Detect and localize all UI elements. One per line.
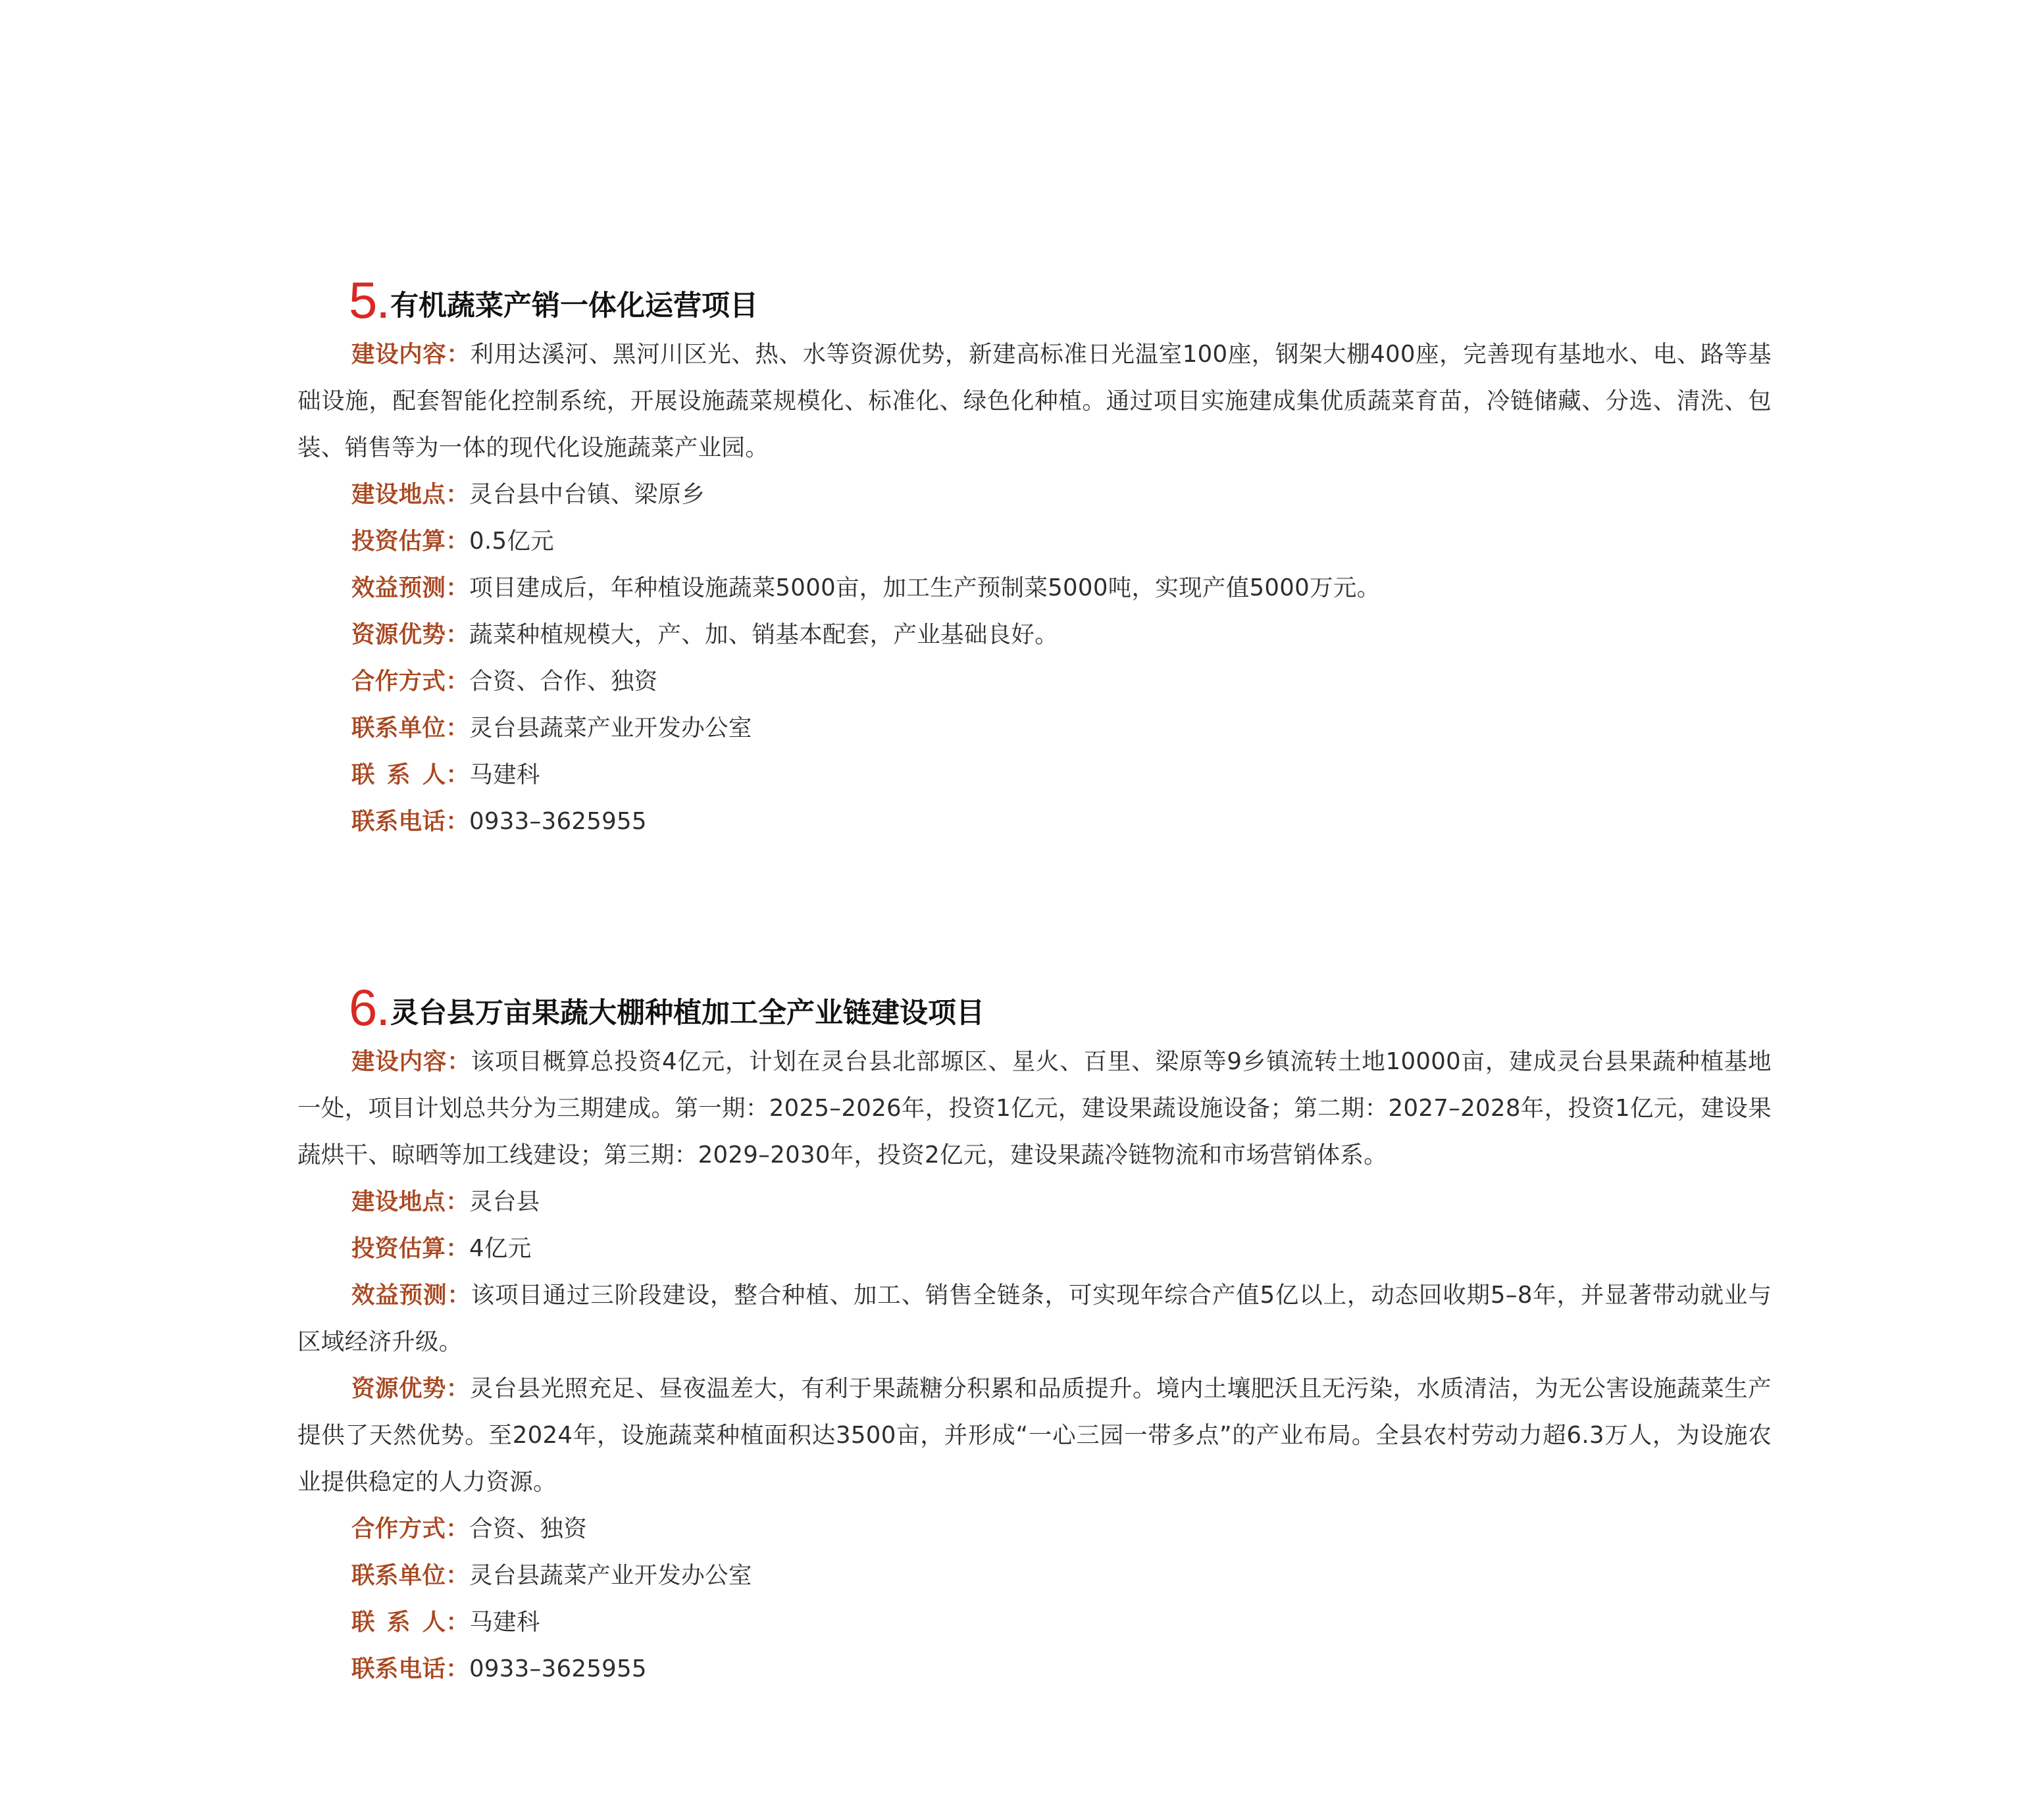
field-resource-advantage [297, 611, 1772, 658]
field-label: 资源优势： [351, 621, 470, 648]
field-label: 联系电话： [351, 808, 470, 835]
field-value: 合资、独资 [469, 1515, 588, 1542]
field-label: 联系单位： [351, 715, 470, 742]
field-label: 资源优势： [351, 1375, 470, 1402]
field-label: 联系单位： [351, 1562, 470, 1589]
field-label: 联 系 人： [351, 761, 470, 788]
field-label: 联系电话： [351, 1655, 470, 1682]
field-label: 建设地点： [351, 481, 470, 508]
project-number: 5. [349, 271, 390, 329]
field-value: 0933–3625955 [469, 1655, 647, 1682]
field-label: 合作方式： [351, 668, 470, 695]
field-label: 投资估算： [351, 1235, 470, 1262]
field-contact-unit [297, 705, 1772, 751]
field-location [297, 471, 1772, 518]
field-investment [297, 1225, 1772, 1272]
project-title-text: 灵台县万亩果蔬大棚种植加工全产业链建设项目 [390, 997, 985, 1030]
field-contact-person [297, 1599, 1772, 1646]
field-label: 效益预测： [351, 1282, 471, 1309]
project-section-6 [297, 967, 1772, 1692]
field-construction-content [297, 331, 1772, 471]
field-value: 合资、合作、独资 [469, 668, 658, 695]
field-investment [297, 518, 1772, 565]
field-value: 灵台县 [469, 1188, 540, 1215]
field-label: 合作方式： [351, 1515, 470, 1542]
field-benefit [297, 565, 1772, 611]
field-label: 建设内容： [351, 341, 471, 368]
field-value: 灵台县光照充足、昼夜温差大，有利于果蔬糖分积累和品质提升。境内土壤肥沃且无污染，水质清洁，为无公害设施蔬菜生产提供了天然优势。至2024年，设施蔬菜种植面积达3500亩，并形成“一心三园一带多点”的产业布局。全县农村劳动力超6.3万人，为设施农业提供稳定的人力资源。 [297, 1375, 1772, 1496]
project-section-5 [297, 260, 1772, 845]
field-label: 联 系 人： [351, 1609, 470, 1636]
project-number: 6. [349, 978, 390, 1036]
field-value: 灵台县蔬菜产业开发办公室 [469, 1562, 752, 1589]
project-title [297, 260, 1772, 329]
project-title-text: 有机蔬菜产销一体化运营项目 [390, 289, 759, 322]
field-value: 马建科 [469, 761, 540, 788]
field-contact-phone [297, 1646, 1772, 1692]
project-title [297, 967, 1772, 1036]
field-value: 0.5亿元 [469, 528, 554, 555]
field-value: 项目建成后，年种植设施蔬菜5000亩，加工生产预制菜5000吨，实现产值5000万元。 [469, 574, 1381, 601]
field-contact-unit [297, 1552, 1772, 1599]
field-benefit [297, 1272, 1772, 1365]
field-value: 灵台县蔬菜产业开发办公室 [469, 715, 752, 742]
field-value: 该项目概算总投资4亿元，计划在灵台县北部塬区、星火、百里、梁原等9乡镇流转土地10000亩，建成灵台县果蔬种植基地一处，项目计划总共分为三期建成。第一期：2025–2026年，投资1亿元，建设果蔬设施设备；第二期：2027–2028年，投资1亿元，建设果蔬烘干、晾晒等加工线建设；第三期：2029–2030年，投资2亿元，建设果蔬冷链物流和市场营销体系。 [297, 1048, 1772, 1169]
field-cooperation [297, 658, 1772, 705]
field-label: 效益预测： [351, 574, 470, 601]
field-label: 建设地点： [351, 1188, 470, 1215]
field-contact-phone [297, 798, 1772, 845]
field-value: 利用达溪河、黑河川区光、热、水等资源优势，新建高标准日光温室100座，钢架大棚400座，完善现有基地水、电、路等基础设施，配套智能化控制系统，开展设施蔬菜规模化、标准化、绿色化种植。通过项目实施建成集优质蔬菜育苗，冷链储藏、分选、清洗、包装、销售等为一体的现代化设施蔬菜产业园。 [297, 341, 1772, 461]
field-value: 灵台县中台镇、梁原乡 [469, 481, 705, 508]
field-construction-content [297, 1038, 1772, 1178]
field-value: 该项目通过三阶段建设，整合种植、加工、销售全链条，可实现年综合产值5亿以上，动态回收期5–8年，并显著带动就业与区域经济升级。 [297, 1282, 1772, 1355]
field-label: 投资估算： [351, 528, 470, 555]
field-value: 马建科 [469, 1609, 540, 1636]
field-resource-advantage [297, 1365, 1772, 1505]
page-content [297, 260, 1772, 1692]
field-value: 0933–3625955 [469, 808, 647, 835]
field-location [297, 1178, 1772, 1225]
field-contact-person [297, 751, 1772, 798]
field-value: 4亿元 [469, 1235, 532, 1262]
field-value: 蔬菜种植规模大，产、加、销基本配套，产业基础良好。 [469, 621, 1059, 648]
field-cooperation [297, 1505, 1772, 1552]
field-label: 建设内容： [351, 1048, 471, 1075]
